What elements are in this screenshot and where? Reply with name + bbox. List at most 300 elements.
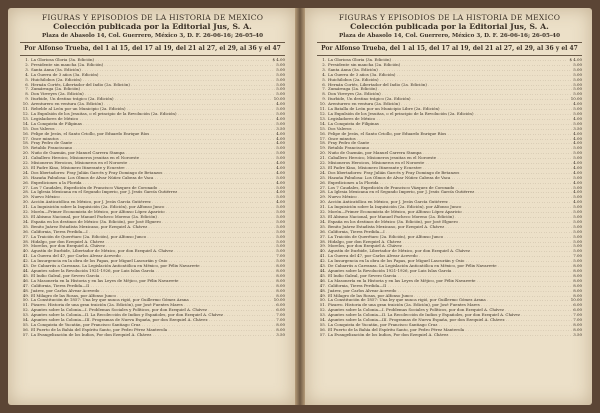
item-title: Apuntes sobre la Colonia—I. Problemas Sociales y Políticos, por don Ezequiel A. Chávez . . . [29, 308, 275, 313]
item-title: Presidente sin mancha (2a. Edición) . . . [326, 63, 572, 68]
item-title: La Masonería en la Historia y en las Leyes de Méjico, por Félix Navarrete . . . [29, 279, 275, 284]
item-title: Legisladores de México . . . [29, 117, 275, 122]
divider [317, 42, 582, 43]
item-title: La Expulsión de los Jesuitas, o el principio de la Revolución (2a. Edición) . . . [326, 112, 572, 117]
item-number: 22. [319, 161, 326, 166]
item-price: 5.00 [573, 107, 582, 112]
item-number: 57. [319, 332, 326, 337]
item-price: 5.00 [276, 87, 285, 92]
item-title: De Cabarrús a Carranza. La Legislación Anticatólica en México, por Félix Navarrete . . . [29, 264, 275, 269]
item-price: 8.00 [573, 327, 582, 332]
item-number: 21. [22, 156, 29, 161]
item-title: España en los destinos de México (3a. Edición), por José Elguero . . . [29, 220, 275, 225]
item-price: 7.00 [573, 254, 582, 259]
item-title: Agustín de Iturbide, Libertador de México, por don Ezequiel A. Chávez . . . [326, 249, 572, 254]
item-title: Morón—Primer Economista de México, por Alfonso López Aparicio . . . [326, 210, 572, 215]
item-title: La Iglesia Mexicana en el Segundo Imperio, por J. Jesús García Gutiérrez . . . [29, 190, 275, 195]
item-number: 47. [22, 283, 29, 288]
item-title: Don Virreyes (2a. Edición) . . . [326, 92, 572, 97]
item-title: Dos libertadores: Fray Julián Garcés y Fray Domingo de Betanzos . . . [29, 171, 275, 176]
item-price: 4.00 [276, 102, 285, 107]
item-price: 8.00 [573, 293, 582, 298]
item-price: 4.00 [573, 136, 582, 141]
series-title: FIGURAS Y EPISODIOS DE LA HISTORIA DE MEXICO [41, 13, 264, 22]
item-title: El Padre Kino, Misionero Itinerante y Ecuestre . . . [29, 166, 275, 171]
item-price: 5.00 [573, 259, 582, 264]
item-number: 20. [22, 151, 29, 156]
item-title: El Puerto de la Bahía del Espíritu Santo, por Pedro Pérez Manterola . . . [326, 328, 572, 333]
item-number: 2. [25, 62, 29, 67]
item-title: Hidalgo, por don Ezequiel A. Chávez . . . [326, 240, 572, 245]
item-number: 1. [322, 58, 326, 62]
item-price: 8.00 [276, 278, 285, 283]
item-price: 3.50 [276, 332, 285, 337]
item-title: La Constitución de 1857: Una ley que nunca rigió, por Guillermo Gómez Arana . . . [29, 298, 273, 303]
item-title: La Expulsión de los Jesuitas, o el principio de la Revolución (2a. Edición) . . . [29, 112, 275, 117]
item-title: La Conquista de Yucatán, por Francisco Santiago Cruz . . . [29, 323, 275, 328]
item-price: 5.00 [276, 62, 285, 67]
item-number: 11. [22, 107, 29, 112]
item-number: 16. [22, 131, 29, 136]
item-price: 6.00 [573, 308, 582, 313]
item-title: La Gloriosa Gloria (3a. Edición) . . . [326, 58, 568, 63]
item-price: 5.00 [573, 146, 582, 151]
item-number: 23. [319, 165, 326, 170]
item-title: Hidalgo, por don Ezequiel A. Chávez . . . [29, 240, 275, 245]
item-number: 16. [319, 131, 326, 136]
item-price: 4.00 [573, 165, 582, 170]
item-title: California, Tierra Perdida—I . . . [326, 230, 572, 235]
item-price: 4.00 [573, 200, 582, 205]
item-title: La Conquista de Filipinas . . . [326, 122, 572, 127]
item-price: 5.00 [276, 195, 285, 200]
item-number: 53. [22, 313, 29, 318]
item-price: 7.00 [276, 318, 285, 323]
item-price: 5.00 [573, 239, 582, 244]
item-price: 4.00 [276, 170, 285, 175]
item-title: Expediciones a la Florida . . . [326, 181, 572, 186]
item-title: Pizarro. Historia de una gran traición (2a. Edición), por José Fuentes Mares . . . [326, 303, 572, 308]
item-title: La Batalla de León por un Municipio Libre (2a. Edición) . . . [326, 107, 572, 112]
item-price: 5.00 [276, 210, 285, 215]
item-price: 8.00 [573, 278, 582, 283]
item-number: 35. [22, 224, 29, 229]
item-title: El Puerto de la Bahía del Espíritu Santo, por Pedro Pérez Manterola . . . [29, 328, 275, 333]
item-number: 35. [319, 224, 326, 229]
item-price: $ 4.00 [569, 58, 582, 62]
item-title: La Insurgencia en la obra de los Papas, por Miguel Lascuráin y Osio . . . [29, 259, 275, 264]
item-number: 34. [22, 219, 29, 224]
item-price: 5.00 [573, 229, 582, 234]
item-number: 49. [22, 293, 29, 298]
item-price: 5.00 [276, 82, 285, 87]
item-number: 33. [22, 215, 29, 219]
item-price: 3.50 [573, 332, 582, 337]
item-number: 49. [319, 293, 326, 298]
item-title: La Evangelización de los Indios, Por don Ezequiel A. Chávez . . . [29, 333, 275, 338]
item-title: Once minutos . . . [29, 137, 275, 142]
item-number: 56. [319, 327, 326, 332]
item-number: 32. [22, 210, 29, 215]
item-number: 18. [22, 141, 29, 146]
item-title: Iturbide, Un destino trágico (2a. Edición) . . . [326, 97, 570, 102]
publisher-line: Colección publicada por la Editorial Jus, S. A. [53, 22, 252, 31]
item-price: 4.00 [573, 170, 582, 175]
item-price: 4.00 [573, 102, 582, 107]
item-number: 38. [22, 239, 29, 244]
item-number: 52. [22, 308, 29, 313]
item-number: 57. [22, 332, 29, 337]
item-title: Santa Anna (5a. Edición) . . . [29, 68, 275, 73]
item-title: Apuntes sobre la Revolución 1921-1926, por Luis Islas García . . . [29, 269, 275, 274]
item-number: 17. [22, 136, 29, 141]
item-title: La Constitución de 1857: Una ley que nunca rigió, por Guillermo Gómez Arana . . . [326, 298, 570, 303]
item-number: 30. [319, 200, 326, 205]
item-number: 15. [22, 126, 29, 131]
item-price: 5.00 [573, 224, 582, 229]
item-title: El Abismo Nacional, por Manuel Pacheco Moreno (2a. Edición) . . . [29, 215, 275, 220]
item-title: Misioneros Heroicos, Misioneros en el Noroeste . . . [29, 161, 275, 166]
address-line: Plaza de Abasolo 14, Col. Guerrero, México 3, D. F. 26-06-16; 26-05-40 [42, 33, 263, 39]
item-number: 1. [25, 58, 29, 62]
item-number: 24. [319, 170, 326, 175]
item-price: 10.00 [570, 298, 582, 303]
item-price: 8.00 [573, 322, 582, 327]
item-number: 12. [22, 111, 29, 116]
item-title: La Guerra del 47, por Carlos Alvear Acevedo . . . [29, 254, 275, 259]
item-title: Juárez, por Carlos Alvear Acevedo . . . [29, 289, 275, 294]
item-title: Hernán Cortés, Libertador del Indio (2a. Edición) . . . [29, 83, 275, 88]
item-title: Fray Pedro de Gante . . . [326, 141, 572, 146]
item-number: 55. [22, 322, 29, 327]
item-number: 48. [319, 288, 326, 293]
item-price: 8.00 [276, 293, 285, 298]
item-number: 39. [22, 244, 29, 249]
item-price: 5.00 [573, 215, 582, 219]
book-gutter [295, 8, 305, 405]
item-price: 5.00 [276, 175, 285, 180]
item-number: 23. [22, 165, 29, 170]
item-price: 4.00 [276, 165, 285, 170]
item-number: 33. [319, 215, 326, 219]
item-number: 25. [22, 175, 29, 180]
item-price: 5.00 [276, 224, 285, 229]
item-number: 22. [22, 161, 29, 166]
item-number: 36. [22, 229, 29, 234]
item-number: 51. [319, 303, 326, 308]
item-price: 5.00 [573, 219, 582, 224]
item-title: Dos Valeros . . . [29, 127, 275, 132]
item-price: 8.00 [276, 264, 285, 269]
item-number: 48. [22, 288, 29, 293]
item-title: Misioneros Heroicos, Misioneros en el Noroeste . . . [326, 161, 572, 166]
item-title: El Indio Galeal, por Severo García . . . [29, 274, 275, 279]
item-title: Dos libertadores: Fray Julián Garcés y Fray Domingo de Betanzos . . . [326, 171, 572, 176]
item-price: 5.00 [276, 72, 285, 77]
item-price: 5.00 [276, 215, 285, 219]
item-number: 40. [22, 249, 29, 254]
item-title: Acción Anticatólica en México, por J. Jesús García Gutiérrez . . . [326, 200, 572, 205]
item-price: 8.00 [573, 264, 582, 269]
item-number: 41. [319, 254, 326, 259]
item-number: 50. [22, 298, 29, 303]
item-title: Morelos, por don Ezequiel A. Chávez . . . [326, 244, 572, 249]
item-number: 40. [319, 249, 326, 254]
item-title: Huichilobos (2a. Edición) . . . [29, 78, 275, 83]
item-title: Once minutos . . . [326, 137, 572, 142]
item-price: 5.00 [573, 195, 582, 200]
item-price: 5.00 [276, 259, 285, 264]
item-title: Los 7 Caudales, Expedición de Francisco Vázquez de Coronado . . . [29, 186, 275, 191]
item-title: Apuntes sobre la Colonia—II. La Recolección de Indios y Españoles, por don Ezequiel A. Chávez . . . [326, 313, 572, 318]
item-number: 3. [322, 67, 326, 72]
item-number: 30. [22, 200, 29, 205]
item-number: 31. [22, 205, 29, 210]
title-list [317, 58, 582, 338]
item-number: 8. [322, 92, 326, 97]
item-number: 42. [319, 259, 326, 264]
list-item [317, 333, 582, 338]
left-page [8, 8, 295, 405]
series-title: FIGURAS Y EPISODIOS DE LA HISTORIA DE MEXICO [338, 13, 561, 22]
item-number: 19. [319, 146, 326, 151]
item-price: 5.00 [573, 185, 582, 190]
item-price: 5.00 [276, 156, 285, 161]
item-price: 4.00 [276, 131, 285, 136]
item-number: 27. [319, 185, 326, 190]
item-price: 5.00 [276, 77, 285, 82]
item-number: 47. [319, 283, 326, 288]
item-number: 29. [319, 195, 326, 200]
item-number: 7. [25, 87, 29, 92]
item-price: 7.00 [276, 313, 285, 318]
item-number: 3. [25, 67, 29, 72]
divider [20, 42, 285, 43]
item-title: California, Tierra Perdida—II . . . [326, 284, 572, 289]
item-price: 8.00 [276, 273, 285, 278]
item-number: 29. [22, 195, 29, 200]
item-title: Felipe de Jesús, el Santo Criollo, por Eduardo Enrique Ríos . . . [29, 132, 275, 137]
item-number: 31. [319, 205, 326, 210]
item-number: 44. [319, 268, 326, 273]
item-title: Nuño de Guzmán, por Manuel Carrera Stampa . . . [326, 151, 572, 156]
item-price: 7.00 [276, 254, 285, 259]
title-list [20, 58, 285, 338]
item-title: La Traición de Querétaro (2a. Edición), por Alfonso Junco . . . [326, 235, 572, 240]
item-price: 4.00 [573, 116, 582, 121]
item-price: 5.00 [573, 67, 582, 72]
item-title: Apuntes sobre la Revolución 1921-1926, por Luis Islas García . . . [326, 269, 572, 274]
item-price: 6.00 [573, 303, 582, 308]
item-price: 5.00 [573, 205, 582, 210]
item-number: 14. [319, 121, 326, 126]
item-title: La Evangelización de los Indios, Por don Ezequiel A. Chávez . . . [326, 333, 572, 338]
item-number: 19. [22, 146, 29, 151]
item-title: Aventurero en ventura (2a. Edición) . . . [29, 102, 275, 107]
item-number: 24. [22, 170, 29, 175]
item-title: Benito Juárez Estadista Mexicano, por Ezequiel A. Chávez . . . [326, 225, 572, 230]
item-price: 4.00 [276, 200, 285, 205]
item-number: 54. [319, 318, 326, 323]
item-price: 8.00 [573, 283, 582, 288]
item-price: 5.00 [573, 210, 582, 215]
item-title: Hazaña Fabulosa: Los Olmos de Alvar Núñez Cabeza de Vaca . . . [326, 176, 572, 181]
item-number: 5. [322, 77, 326, 82]
item-price: 5.00 [276, 92, 285, 97]
item-title: La Guerra del 47, por Carlos Alvear Acevedo . . . [326, 254, 572, 259]
item-title: Caballero Heroico, Misioneros jesuitas en el Noroeste . . . [326, 156, 572, 161]
publisher-line: Colección publicada por la Editorial Jus, S. A. [350, 22, 549, 31]
item-number: 45. [319, 273, 326, 278]
item-number: 12. [319, 111, 326, 116]
item-price: 5.00 [276, 205, 285, 210]
item-number: 56. [22, 327, 29, 332]
item-title: Dos Valeros . . . [326, 127, 572, 132]
item-title: El Indio Galeal, por Severo García . . . [326, 274, 572, 279]
item-number: 25. [319, 175, 326, 180]
item-number: 45. [22, 273, 29, 278]
item-number: 46. [319, 278, 326, 283]
item-title: Apuntes sobre la Colonia—II. La Recolección de Indios y Españoles, por don Ezequiel A. Chávez . . . [29, 313, 275, 318]
item-price: 7.00 [573, 313, 582, 318]
item-price: 4.00 [276, 180, 285, 185]
author-line: Por Alfonso Trueba, del 1 al 15, del 17 al 19, del 21 al 27, el 29, al 36 y el 47 [321, 45, 578, 52]
item-title: Don Virreyes (2a. Edición) . . . [29, 92, 275, 97]
item-title: La Guerra de 3 años (3a. Edición) . . . [29, 73, 275, 78]
item-price: 5.00 [276, 229, 285, 234]
item-title: La Iglesia Mexicana en el Segundo Imperio, por J. Jesús García Gutiérrez . . . [326, 190, 572, 195]
divider [20, 55, 285, 56]
item-price: 5.00 [276, 185, 285, 190]
item-price: 10.00 [570, 97, 582, 102]
item-title: La Masonería en la Historia y en las Leyes de Méjico, por Félix Navarrete . . . [326, 279, 572, 284]
item-title: Apuntes sobre la Colonia—I. Problemas Sociales y Políticos, por don Ezequiel A. Chávez . . . [326, 308, 572, 313]
item-price: 5.00 [573, 151, 582, 156]
item-number: 18. [319, 141, 326, 146]
item-price: 8.00 [573, 268, 582, 273]
item-title: El Milagro de las Rosas, por Alfonso Junco . . . [326, 294, 572, 299]
item-price: 5.00 [276, 107, 285, 112]
item-price: 5.00 [573, 72, 582, 77]
item-title: Apuntes sobre la Colonia—III. Programas de Nueva España, por don Ezequiel A. Chávez . . . [29, 318, 275, 323]
item-price: 5.00 [573, 234, 582, 239]
book-spread [8, 8, 592, 405]
item-title: California, Tierra Perdida—I . . . [29, 230, 275, 235]
item-title: Acción Anticatólica en México, por J. Jesús García Gutiérrez . . . [29, 200, 275, 205]
item-title: Retablo Franciscano . . . [326, 146, 572, 151]
item-price: 6.00 [276, 308, 285, 313]
item-price: 5.00 [276, 67, 285, 72]
item-price: 4.00 [573, 131, 582, 136]
item-number: 28. [22, 190, 29, 195]
item-price: 4.00 [573, 190, 582, 195]
item-price: 4.00 [276, 141, 285, 146]
address-line: Plaza de Abasolo 14, Col. Guerrero, México 3, D. F. 26-06-16; 26-05-40 [339, 33, 560, 39]
item-title: El Milagro de las Rosas, por Alfonso Junco . . . [29, 294, 275, 299]
item-title: Apuntes sobre la Colonia—III. Programas de Nueva España, por don Ezequiel A. Chávez . . . [326, 318, 572, 323]
item-number: 9. [322, 97, 326, 102]
item-price: 4.00 [276, 190, 285, 195]
item-title: Caballero Heroico, Misioneros jesuitas en el Noroeste . . . [29, 156, 275, 161]
item-title: Zumárraga (2a. Edición) . . . [326, 87, 572, 92]
item-price: 5.00 [276, 244, 285, 249]
item-price: 5.00 [573, 87, 582, 92]
item-number: 46. [22, 278, 29, 283]
item-title: Nuevo México . . . [326, 195, 572, 200]
item-price: 5.00 [573, 156, 582, 161]
item-number: 54. [22, 318, 29, 323]
item-price: 5.00 [573, 92, 582, 97]
author-line: Por Alfonso Trueba, del 1 al 15, del 17 al 19, del 21 al 27, el 29, al 36 y el 47 [24, 45, 281, 52]
item-title: Expediciones a la Florida . . . [29, 181, 275, 186]
item-number: 17. [319, 136, 326, 141]
item-price: 5.00 [573, 111, 582, 116]
item-title: Pizarro. Historia de una gran traición (2a. Edición), por José Fuentes Mares . . . [29, 303, 275, 308]
item-title: La Gloriosa Gloria (3a. Edición) . . . [29, 58, 271, 63]
divider [317, 55, 582, 56]
item-number: 55. [319, 322, 326, 327]
item-price: 8.00 [573, 273, 582, 278]
item-number: 26. [22, 180, 29, 185]
item-number: 32. [319, 210, 326, 215]
item-title: Zumárraga (2a. Edición) . . . [29, 87, 275, 92]
item-price: 5.00 [276, 151, 285, 156]
item-title: La Insurgencia en la obra de los Papas, por Miguel Lascuráin y Osio . . . [326, 259, 572, 264]
item-price: 5.00 [276, 121, 285, 126]
item-number: 43. [22, 264, 29, 269]
item-price: 4.00 [276, 136, 285, 141]
item-title: Los 7 Caudales, Expedición de Francisco Vázquez de Coronado . . . [326, 186, 572, 191]
item-number: 10. [319, 102, 326, 107]
item-title: El Padre Kino, Misionero Itinerante y Ecuestre . . . [326, 166, 572, 171]
item-number: 39. [319, 244, 326, 249]
item-price: 5.00 [276, 234, 285, 239]
item-price: 4.00 [276, 116, 285, 121]
item-price: 4.00 [573, 180, 582, 185]
item-price: 6.00 [276, 303, 285, 308]
item-price: 8.00 [276, 322, 285, 327]
item-price: 4.00 [276, 161, 285, 166]
item-number: 43. [319, 264, 326, 269]
item-title: Morelos, por don Ezequiel A. Chávez . . . [29, 244, 275, 249]
item-title: El Abismo Nacional, por Manuel Pacheco Moreno (2a. Edición) . . . [326, 215, 572, 220]
item-number: 26. [319, 180, 326, 185]
item-price: 8.00 [276, 283, 285, 288]
item-title: Hernán Cortés, Libertador del Indio (2a. Edición) . . . [326, 83, 572, 88]
item-title: La Conquista de Filipinas . . . [29, 122, 275, 127]
item-title: Santa Anna (5a. Edición) . . . [326, 68, 572, 73]
item-title: La Guerra de 3 años (3a. Edición) . . . [326, 73, 572, 78]
item-number: 15. [319, 126, 326, 131]
item-number: 51. [22, 303, 29, 308]
item-price: 5.00 [573, 244, 582, 249]
item-title: España en los destinos de México (3a. Edición), por José Elguero . . . [326, 220, 572, 225]
item-title: Presidente sin mancha (2a. Edición) . . . [29, 63, 275, 68]
item-price: 5.00 [573, 77, 582, 82]
item-number: 53. [319, 313, 326, 318]
item-price: 4.00 [573, 141, 582, 146]
item-title: La Inquisición sobre la Inquisición (2a. Edición), por Alfonso Junco . . . [29, 205, 275, 210]
item-title: Retablo Franciscano . . . [29, 146, 275, 151]
item-number: 4. [322, 72, 326, 77]
item-price: 4.00 [573, 161, 582, 166]
list-item [20, 333, 285, 338]
item-number: 27. [22, 185, 29, 190]
item-title: Huichilobos (2a. Edición) . . . [326, 78, 572, 83]
item-title: La Inquisición sobre la Inquisición (2a. Edición), por Alfonso Junco . . . [326, 205, 572, 210]
item-price: 8.00 [276, 268, 285, 273]
item-price: 8.00 [276, 327, 285, 332]
